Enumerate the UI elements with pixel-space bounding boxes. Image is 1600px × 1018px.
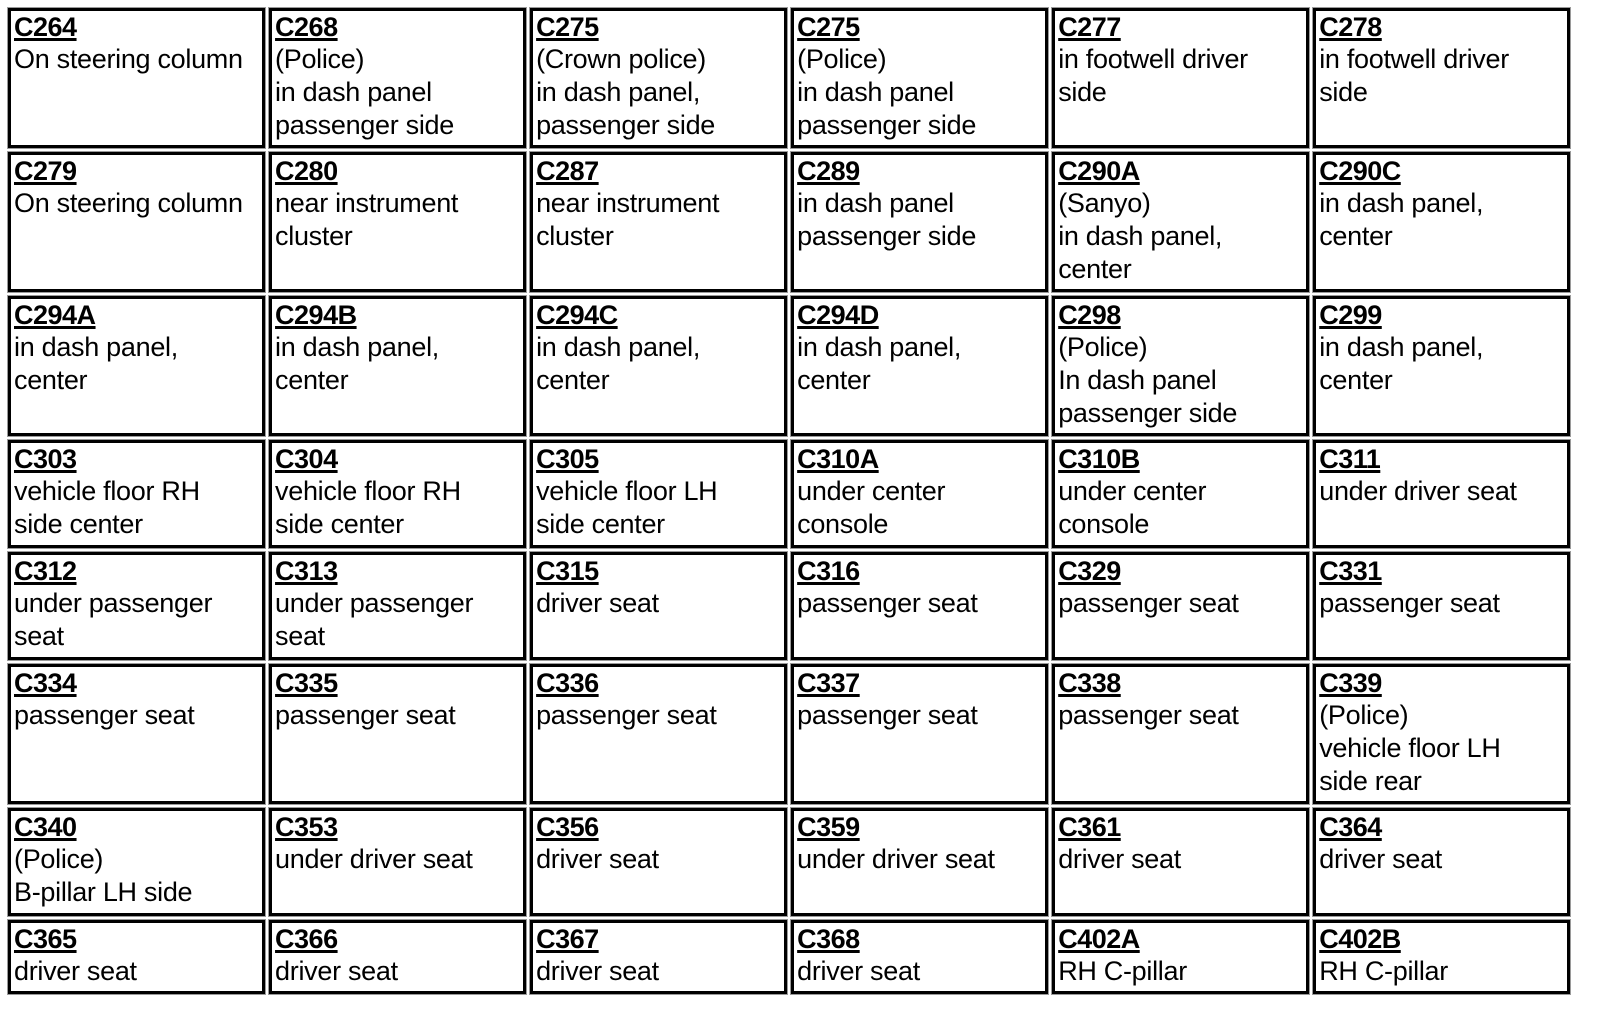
connector-location: RH C-pillar [1058,956,1187,986]
connector-cell [1052,920,1309,994]
connector-location: On steering column [14,188,243,218]
connector-cell [1052,152,1309,292]
connector-id-link[interactable]: C278 [1319,12,1382,42]
connector-id-link[interactable]: C305 [536,444,599,474]
connector-cell [8,552,265,660]
connector-location: under center console [797,476,946,539]
connector-location: passenger seat [1058,700,1239,730]
connector-cell [1313,808,1570,916]
connector-location: vehicle floor LH side center [536,476,718,539]
connector-id-link[interactable]: C339 [1319,668,1382,698]
connector-id-link[interactable]: C303 [14,444,77,474]
connector-location: near instrument cluster [275,188,459,251]
connector-location: passenger seat [797,700,978,730]
connector-location: (Crown police) in dash panel, passenger side [536,44,716,140]
connector-cell [269,296,526,436]
connector-cell [269,152,526,292]
connector-id-link[interactable]: C279 [14,156,77,186]
connector-id-link[interactable]: C316 [797,556,860,586]
connector-id-link[interactable]: C289 [797,156,860,186]
connector-location: driver seat [1058,844,1181,874]
connector-id-link[interactable]: C353 [275,812,338,842]
connector-location: near instrument cluster [536,188,720,251]
connector-id-link[interactable]: C356 [536,812,599,842]
connector-id-link[interactable]: C367 [536,924,599,954]
connector-cell [1313,440,1570,548]
connector-id-link[interactable]: C402B [1319,924,1401,954]
connector-location: (Police) In dash panel passenger side [1058,332,1238,428]
connector-cell [1313,552,1570,660]
connector-cell [530,920,787,994]
connector-cell [269,808,526,916]
connector-location: On steering column [14,44,243,74]
connector-cell [1052,8,1309,148]
connector-id-link[interactable]: C290C [1319,156,1401,186]
connector-id-link[interactable]: C315 [536,556,599,586]
connector-id-link[interactable]: C298 [1058,300,1121,330]
connector-cell [8,152,265,292]
connector-location: driver seat [536,588,659,618]
table-row [8,440,1570,548]
table-row [8,920,1570,994]
connector-location: in footwell driver side [1058,44,1248,107]
connector-location: driver seat [536,844,659,874]
connector-location: driver seat [275,956,398,986]
connector-cell [8,920,265,994]
connector-location: driver seat [1319,844,1442,874]
connector-cell [1052,296,1309,436]
connector-location: driver seat [797,956,920,986]
connector-id-link[interactable]: C294A [14,300,96,330]
connector-cell [1052,664,1309,804]
connector-cell [8,8,265,148]
connector-cell [530,552,787,660]
connector-location: under passenger seat [14,588,213,651]
connector-cell [1313,8,1570,148]
connector-location: in dash panel, center [14,332,178,395]
connector-cell [269,552,526,660]
connector-id-link[interactable]: C361 [1058,812,1121,842]
connector-location: passenger seat [1058,588,1239,618]
connector-cell [791,808,1048,916]
connector-id-link[interactable]: C329 [1058,556,1121,586]
connector-id-link[interactable]: C368 [797,924,860,954]
connector-cell [791,152,1048,292]
connector-cell [8,440,265,548]
connector-id-link[interactable]: C364 [1319,812,1382,842]
connector-id-link[interactable]: C337 [797,668,860,698]
connector-id-link[interactable]: C294B [275,300,357,330]
connector-location: vehicle floor RH side center [275,476,461,539]
connector-id-link[interactable]: C294C [536,300,618,330]
connector-location: passenger seat [275,700,456,730]
connector-id-link[interactable]: C299 [1319,300,1382,330]
connector-cell [530,440,787,548]
connector-cell [8,296,265,436]
connector-cell [1052,552,1309,660]
table-row [8,8,1570,148]
connector-id-link[interactable]: C275 [797,12,860,42]
table-row [8,552,1570,660]
connector-cell [1313,296,1570,436]
connector-location: vehicle floor RH side center [14,476,200,539]
connector-id-link[interactable]: C304 [275,444,338,474]
connector-location: under driver seat [275,844,473,874]
connector-location: under passenger seat [275,588,474,651]
connector-id-link[interactable]: C365 [14,924,77,954]
connector-cell [530,8,787,148]
connector-id-link[interactable]: C310A [797,444,879,474]
connector-location: in dash panel, center [536,332,701,395]
connector-cell [530,808,787,916]
connector-location: in dash panel, center [1319,188,1484,251]
connector-id-link[interactable]: C264 [14,12,77,42]
connector-cell [791,8,1048,148]
connector-id-link[interactable]: C335 [275,668,338,698]
table-row [8,664,1570,804]
connector-cell [530,296,787,436]
connector-location: passenger seat [797,588,978,618]
connector-id-link[interactable]: C312 [14,556,77,586]
connector-id-link[interactable]: C277 [1058,12,1121,42]
connector-id-link[interactable]: C311 [1319,444,1381,474]
connector-id-link[interactable]: C310B [1058,444,1140,474]
connector-location: (Police) in dash panel passenger side [797,44,977,140]
connector-location: in dash panel, center [1319,332,1484,395]
connector-location: passenger seat [536,700,717,730]
connector-id-link[interactable]: C334 [14,668,77,698]
connector-id-link[interactable]: C294D [797,300,879,330]
connector-cell [1313,664,1570,804]
connector-location-table [4,4,1574,998]
connector-cell [269,8,526,148]
connector-cell [269,920,526,994]
connector-id-link[interactable]: C280 [275,156,338,186]
connector-location: passenger seat [14,700,195,730]
connector-id-link[interactable]: C336 [536,668,599,698]
connector-cell [791,296,1048,436]
connector-id-link[interactable]: C402A [1058,924,1140,954]
connector-location: (Sanyo) in dash panel, center [1058,188,1223,284]
connector-id-link[interactable]: C366 [275,924,338,954]
connector-location: (Police) B-pillar LH side [14,844,193,907]
connector-cell [791,552,1048,660]
connector-id-link[interactable]: C340 [14,812,77,842]
connector-cell [1052,440,1309,548]
connector-location: in dash panel, center [275,332,439,395]
connector-location: under center console [1058,476,1207,539]
connector-cell [1052,808,1309,916]
connector-location: driver seat [14,956,137,986]
connector-location: under driver seat [1319,476,1517,506]
connector-table-body [8,8,1570,994]
connector-cell [8,808,265,916]
connector-cell [791,920,1048,994]
connector-id-link[interactable]: C359 [797,812,860,842]
connector-cell [269,664,526,804]
connector-cell [8,664,265,804]
connector-location: (Police) in dash panel passenger side [275,44,454,140]
connector-cell [530,152,787,292]
connector-id-link[interactable]: C268 [275,12,338,42]
connector-cell [791,664,1048,804]
connector-location: driver seat [536,956,659,986]
connector-cell [530,664,787,804]
connector-cell [791,440,1048,548]
connector-id-link[interactable]: C338 [1058,668,1121,698]
table-row [8,296,1570,436]
connector-id-link[interactable]: C275 [536,12,599,42]
connector-location: in dash panel passenger side [797,188,977,251]
connector-location: under driver seat [797,844,995,874]
table-row [8,152,1570,292]
connector-location: (Police) vehicle floor LH side rear [1319,700,1501,796]
connector-location: passenger seat [1319,588,1500,618]
connector-location: in dash panel, center [797,332,962,395]
connector-id-link[interactable]: C313 [275,556,338,586]
table-row [8,808,1570,916]
connector-id-link[interactable]: C331 [1319,556,1382,586]
connector-id-link[interactable]: C287 [536,156,599,186]
connector-id-link[interactable]: C290A [1058,156,1140,186]
connector-location: in footwell driver side [1319,44,1509,107]
connector-location: RH C-pillar [1319,956,1448,986]
connector-cell [1313,152,1570,292]
connector-cell [269,440,526,548]
connector-cell [1313,920,1570,994]
